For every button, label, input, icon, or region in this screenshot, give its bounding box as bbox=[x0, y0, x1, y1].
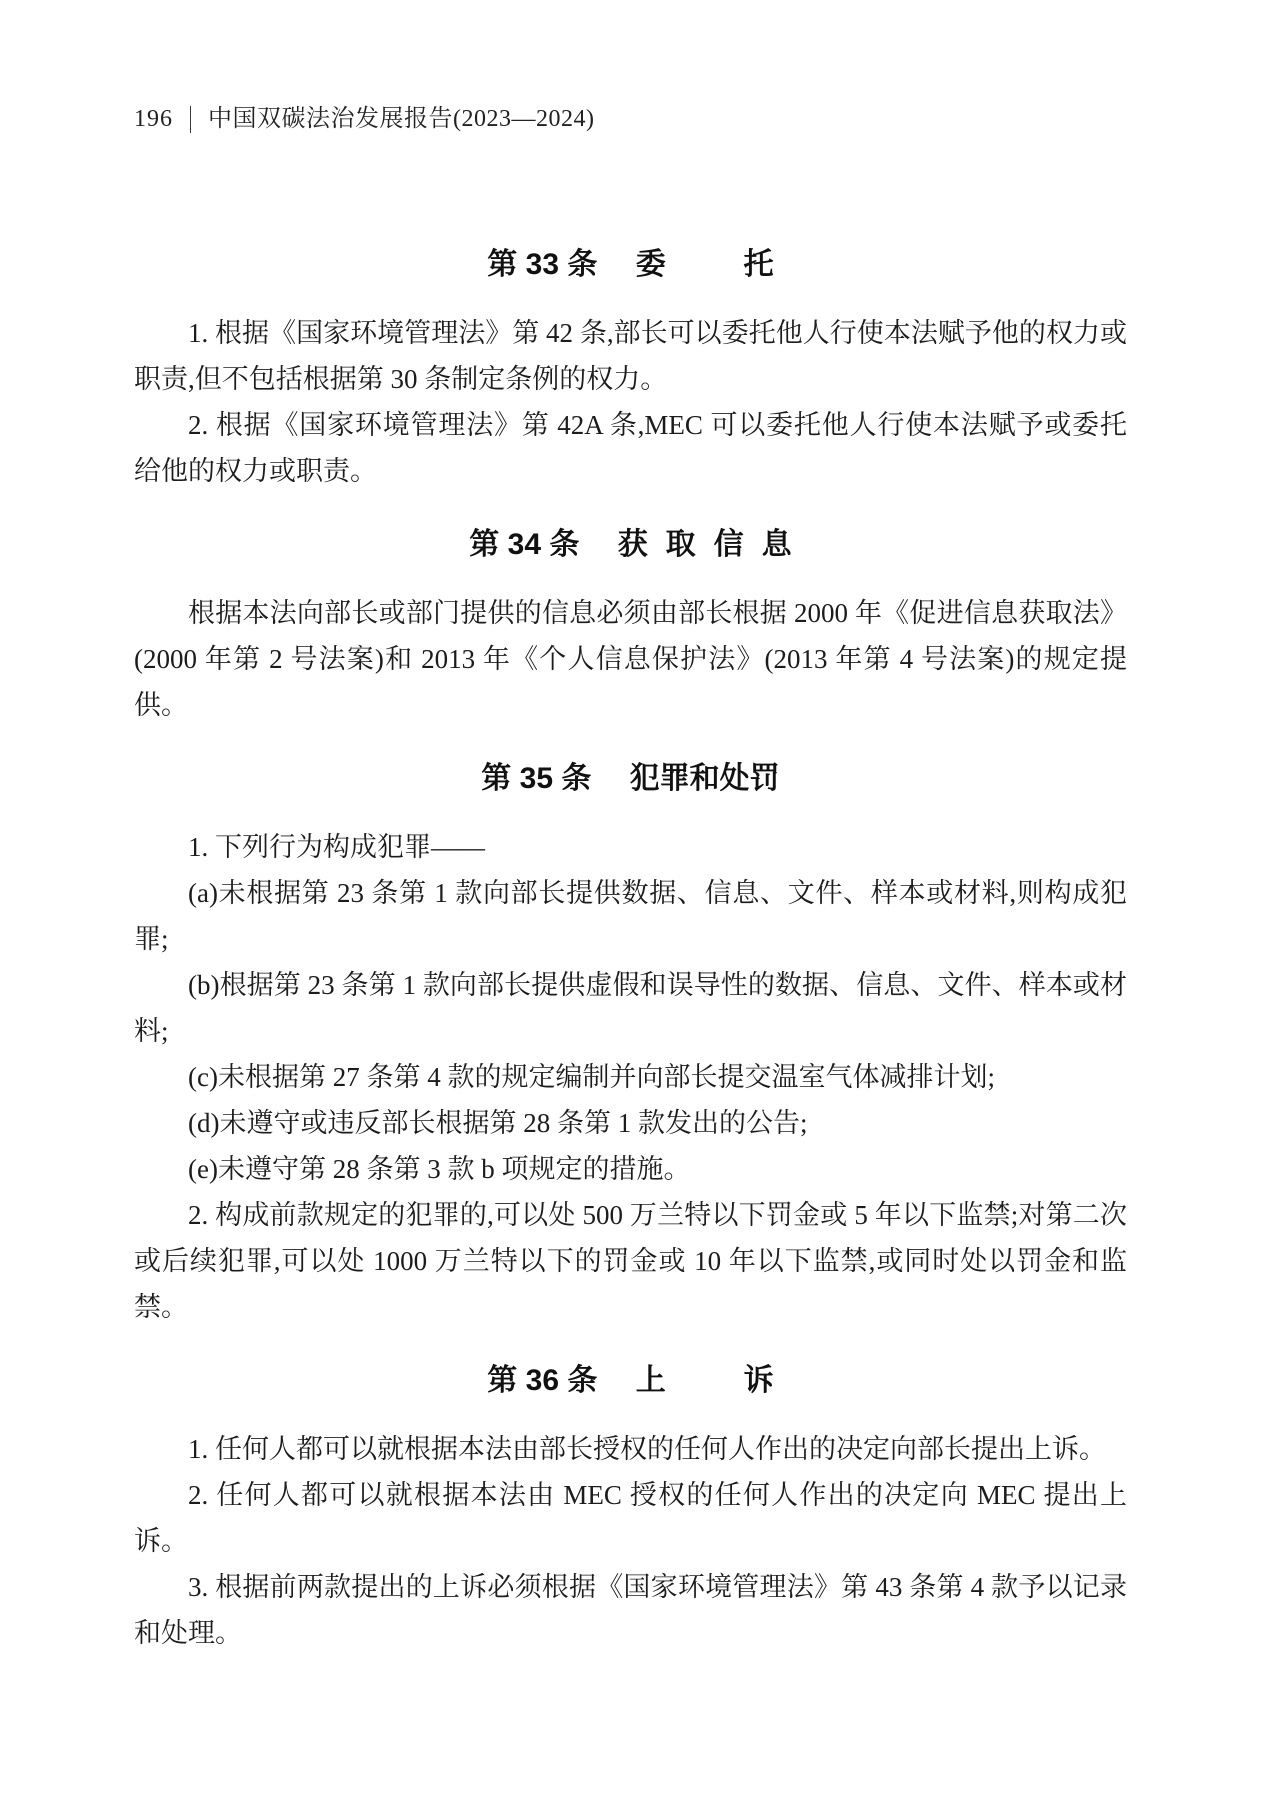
article-34 bbox=[134, 522, 1127, 728]
article-33-paragraph-2: 2. 根据《国家环境管理法》第 42A 条,MEC 可以委托他人行使本法赋予或委托给他的权力或职责。 bbox=[134, 410, 1127, 486]
article-36-paragraph-2: 2. 任何人都可以就根据本法由 MEC 授权的任何人作出的决定向 MEC 提出上诉。 bbox=[134, 1480, 1127, 1556]
article-36-heading-title: 上诉 bbox=[635, 1364, 852, 1397]
page-number: 196 bbox=[134, 106, 173, 132]
article-35-item-d: (d)未遵守或违反部长根据第 28 条第 1 款发出的公告; bbox=[188, 1108, 808, 1138]
article-35-paragraph-2: 2. 构成前款规定的犯罪的,可以处 500 万兰特以下罚金或 5 年以下监禁;对第二次或后续犯罪,可以处 1000 万兰特以下的罚金或 10 年以下监禁,或同时处以罚金和监禁。 bbox=[134, 1200, 1127, 1322]
article-34-paragraph-1: 根据本法向部长或部门提供的信息必须由部长根据 2000 年《促进信息获取法》(2000 年第 2 号法案)和 2013 年《个人信息保护法》(2013 年第 4 号法案)的规定提供。 bbox=[134, 598, 1127, 720]
article-35-heading-number: 第 35 条 bbox=[481, 762, 592, 795]
article-35 bbox=[134, 756, 1127, 1330]
article-33 bbox=[134, 242, 1127, 494]
article-36 bbox=[134, 1358, 1127, 1656]
article-35-item-b: (b)根据第 23 条第 1 款向部长提供虚假和误导性的数据、信息、文件、样本或材料; bbox=[134, 970, 1127, 1046]
article-36-paragraph-3: 3. 根据前两款提出的上诉必须根据《国家环境管理法》第 43 条第 4 款予以记录和处理。 bbox=[134, 1572, 1127, 1648]
header-divider bbox=[190, 106, 191, 133]
article-33-paragraph-1: 1. 根据《国家环境管理法》第 42 条,部长可以委托他人行使本法赋予他的权力或职责,但不包括根据第 30 条制定条例的权力。 bbox=[134, 318, 1127, 394]
article-34-heading bbox=[134, 522, 1127, 568]
article-35-item-a: (a)未根据第 23 条第 1 款向部长提供数据、信息、文件、样本或材料,则构成犯罪; bbox=[134, 878, 1127, 954]
article-33-heading-number: 第 33 条 bbox=[487, 248, 598, 281]
article-35-heading-title: 犯罪和处罚 bbox=[629, 762, 780, 795]
running-header bbox=[134, 104, 1127, 134]
article-35-item-c: (c)未根据第 27 条第 4 款的规定编制并向部长提交温室气体减排计划; bbox=[188, 1062, 995, 1092]
book-title: 中国双碳法治发展报告(2023—2024) bbox=[208, 106, 595, 132]
article-36-paragraph-1: 1. 任何人都可以就根据本法由部长授权的任何人作出的决定向部长提出上诉。 bbox=[188, 1434, 1106, 1464]
article-35-heading bbox=[134, 756, 1127, 802]
article-34-heading-number: 第 34 条 bbox=[469, 528, 580, 561]
article-33-heading bbox=[134, 242, 1127, 288]
article-36-heading-number: 第 36 条 bbox=[487, 1364, 598, 1397]
article-34-heading-title: 获取信息 bbox=[617, 528, 810, 561]
article-35-item-e: (e)未遵守第 28 条第 3 款 b 项规定的措施。 bbox=[188, 1154, 691, 1184]
article-36-heading bbox=[134, 1358, 1127, 1404]
article-33-heading-title: 委托 bbox=[635, 248, 852, 281]
article-35-paragraph-1: 1. 下列行为构成犯罪—— bbox=[188, 832, 485, 862]
